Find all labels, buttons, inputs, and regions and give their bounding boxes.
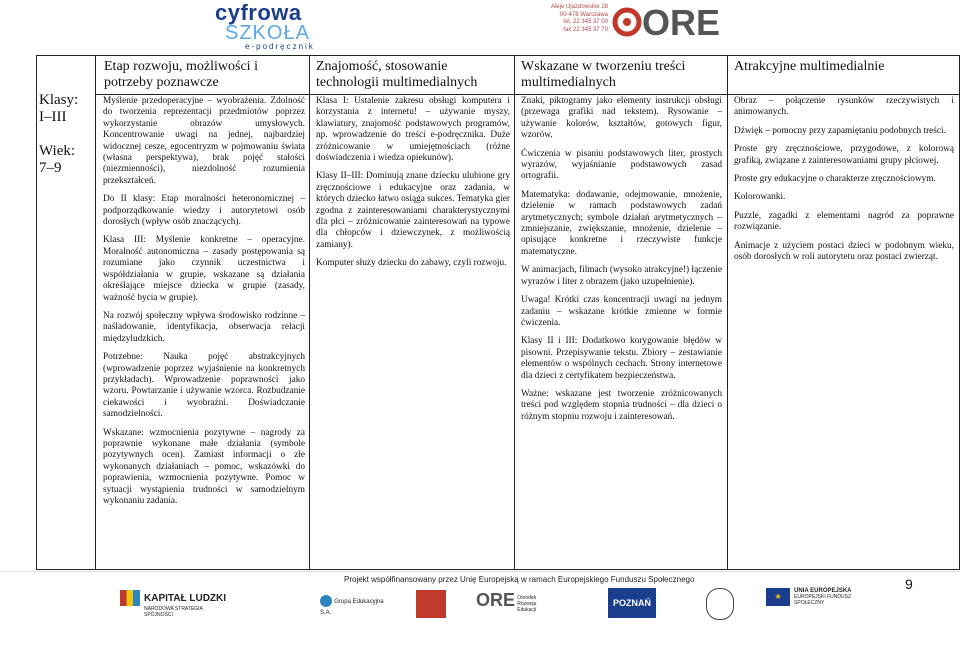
eu-sub: EUROPEJSKI FUNDUSZ SPOŁECZNY <box>794 594 851 606</box>
paragraph: Klasy II–III: Dominują znane dziecku ulubione gry zręcznościowe i edukacyjne oraz zadania, w których dziecko łatwo osiąga sukces. Tematyka gier zgodna z zainteresowaniami charakterystycznymi dla płci – zróżnicowanie zainteresowań na typowe dla chłopców i dziewczynek, z możliwością zamiany). <box>316 171 510 250</box>
kapital-ludzki-sub: NARODOWA STRATEGIA SPÓJNOŚCI <box>144 606 203 618</box>
logo-line-3: e-podręcznik <box>245 42 315 51</box>
paragraph: Kolorowanki. <box>734 192 786 203</box>
address-line: tel. 22 345 37 00 <box>563 19 608 25</box>
ore-logo <box>612 2 721 43</box>
header-col-4: Atrakcyjne multimedialnie <box>734 59 885 74</box>
logo-line-2: SZKOŁA <box>225 22 310 44</box>
paragraph: Ćwiczenia w pisaniu podstawowych liter, prostych wyrazów, wyjaśnianie podstawowych zasad ortografii. <box>521 148 722 182</box>
header-col-2: Znajomość, stosowanie technologii multimedialnych <box>316 59 478 90</box>
paragraph: Wskazane: wzmocnienia pozytywne – nagrody za poprawnie wykonane małe działania (symbole pozytywnych ocen). Zamiast informacji o złe wykonanych działaniach – pomoc, wskazówki do poprawienia, wzmocnienia pozytywne. Pomoc w sytuacji wystąpienia trudności w samodzielnym wykonaniu zadania. <box>103 427 305 506</box>
paragraph: Do II klasy: Etap moralności heteronomicznej – podporządkowanie wiedzy i autorytetowi osób dorosłych (wpływ osób znaczących). <box>103 194 305 228</box>
curriculum-table <box>36 55 960 570</box>
paragraph: Matematyka: dodawanie, odejmowanie, mnożenie, dzielenie w ramach podstawowych zadań arytmetycznych; symbole działań arytmetycznych – zmniejszanie, zwiększanie, mnożenie, dzielenie – opisujące konkretne i rzeczywiste funkcje matematyczne. <box>521 189 722 257</box>
address-line: 00-478 Warszawa <box>559 11 608 18</box>
pol-logo-icon <box>416 590 446 618</box>
wiek-label: Wiek: <box>39 143 76 159</box>
address-line: fax 22 345 37 70 <box>563 26 608 33</box>
paragraph: Uwaga! Krótki czas koncentracji uwagi na jednym zadaniu – wskazane krótkie zmienne w formie ćwiczenia. <box>521 295 722 328</box>
eu-text: UNIA EUROPEJSKA <box>794 588 852 594</box>
header-col-3: Wskazane w tworzeniu treści multimedialnych <box>521 59 686 90</box>
paragraph: Komputer służy dziecku do zabawy, czyli rozwoju. <box>316 258 507 269</box>
eagle-emblem-icon <box>706 588 734 620</box>
paragraph: Proste gry edukacyjne o charakterze zręcznościowym. <box>734 174 936 185</box>
col-1-body <box>103 96 305 514</box>
cyfrowa-szkola-logo <box>215 2 335 51</box>
paragraph: Obraz – połączenie rysunków rzeczywistych i animowanych. <box>734 96 954 118</box>
eu-flag-icon: ★ <box>766 588 790 606</box>
page-number: 9 <box>905 576 913 592</box>
ore-footer-text: ORE <box>476 590 516 610</box>
col-2-body <box>316 96 510 277</box>
ore-footer-sub: Ośrodek Rozwoju Edukacji <box>517 594 537 613</box>
grupa-text: Grupa Edukacyjna S.A. <box>320 599 384 616</box>
logo-line-1: cyfrowa <box>215 0 302 25</box>
paragraph: Puzzle, zagadki z elementami nagród za poprawne rozwiązanie. <box>734 210 954 233</box>
kapital-ludzki-logo <box>120 590 230 618</box>
paragraph: Proste gry zręcznościowe, przygodowe, z kolorową grafiką, związane z zainteresowaniami grupy płciowej. <box>734 144 954 166</box>
paragraph: Dźwięk – pomocny przy zapamiętaniu podobnych treści. <box>734 125 946 136</box>
kapital-ludzki-icon <box>120 590 140 606</box>
paragraph: Na rozwój społeczny wpływa środowisko rodzinne – naśladowanie, identyfikacja, obserwacja relacji międzyludzkich. <box>103 310 305 344</box>
paragraph: Potrzebne: Nauka pojęć abstrakcyjnych (wprowadzenie poprzez wyjaśnienie na konkretnych przykładach). Wprowadzenie poprawności jako wzoru. Powtarzanie i używanie wzorca. Rozbudzanie ciekawości i wyobraźni. Doświadczanie samodzielności. <box>103 352 305 420</box>
grupa-edukacyjna-logo <box>320 595 390 616</box>
paragraph: W animacjach, filmach (wysoko atrakcyjne!) łączenie wyrazów i liter z obrazem (jako uzupełnienie). <box>521 265 722 287</box>
paragraph: Znaki, piktogramy jako elementy instrukcji obsługi (przewaga grafiki nad tekstem). Rysowanie – używanie kolorów, kształtów, gotowych figur, wzorów. <box>521 96 722 141</box>
kapital-ludzki-text: KAPITAŁ LUDZKI <box>144 592 227 604</box>
klasy-value: I–III <box>39 109 67 125</box>
address-line: Aleje Ujazdowskie 28 <box>550 4 608 10</box>
ore-logo-icon <box>612 2 721 43</box>
eu-logo <box>766 588 876 606</box>
header-col-1: Etap rozwoju, możliwości i potrzeby poznawcze <box>104 59 258 90</box>
paragraph: Myślenie przedoperacyjne – wyobrażenia. Zdolność do tworzenia reprezentacji przedmiotów poprzez wykorzystanie obrazów umysłowych. Koncentrowanie uwagi na jednej, najbardziej widocznej cesze, egocentryzm w pojmowaniu świata (własna perspektywa), brak pojęć stałości (niezmienności), niezdolność rozumienia przekształceń. <box>103 96 305 186</box>
wiek-value: 7–9 <box>39 160 62 176</box>
poznan-logo: POZNAŃ <box>608 588 656 618</box>
ore-logo-text: ORE <box>642 2 721 43</box>
ore-footer-logo <box>476 590 556 613</box>
project-footer-text: Projekt współfinansowany przez Unię Europejską w ramach Europejskiego Funduszu Społecznego <box>344 575 695 584</box>
paragraph: Klasa III: Myślenie konkretne – operacyjne. Moralność autonomiczna – zasady postępowania są rozumiane jako czynnik uczestnictwa i współdziałania w grupie, wskazane są działania określające miejsce dziecka w grupie (zasady, ważność bycia w grupie). <box>103 235 305 303</box>
paragraph: Animacje z użyciem postaci dzieci w podobnym wieku, osób dorosłych w roli autorytetu oraz postaci zwierząt. <box>734 240 954 263</box>
address-block <box>548 4 608 34</box>
first-column <box>39 92 93 194</box>
grupa-icon <box>320 595 332 607</box>
paragraph: Ważne: wskazane jest tworzenie zróżnicowanych treści pod względem stopnia trudności – dla dzieci o różnym stopniu rozwoju i zainteresowań. <box>521 388 722 422</box>
klasy-label: Klasy: <box>39 92 79 108</box>
col-4-body <box>734 96 954 270</box>
col-3-body <box>521 96 722 430</box>
paragraph: Klasa I: Ustalenie zakresu obsługi komputera i korzystania z internetu! – używanie myszy, klawiatury, znajomość podstawowych programów, np. wprowadzenie do treści e-podręcznika. Duże zróżnicowanie w umiejętnościach (różne doświadczenia i wiedza opiekunów). <box>316 96 510 164</box>
footer-divider <box>0 571 960 572</box>
paragraph: Klasy II i III: Dodatkowo korygowanie błędów w pisowni. Przepisywanie tekstu. Zbiory – zestawianie elementów o wspólnych cechach. Strony internetowe dla dzieci z certyfikatem bezpieczeństwa. <box>521 336 722 381</box>
